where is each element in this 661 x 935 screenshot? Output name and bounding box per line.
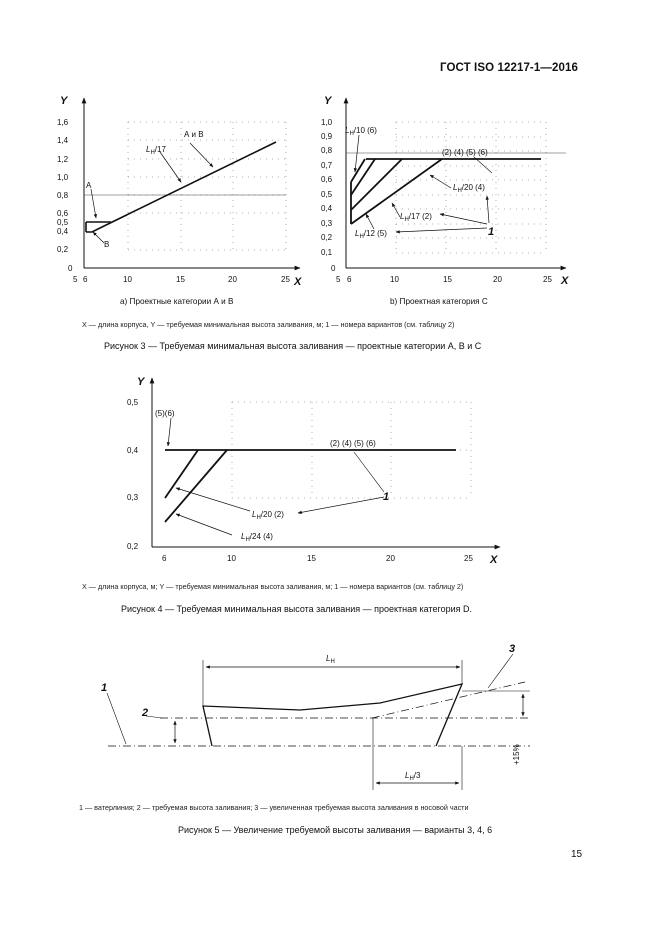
chart-d-x-ticks bbox=[162, 554, 473, 563]
y-tick: 0,9 bbox=[321, 132, 333, 141]
document-header: ГОСТ ISO 12217-1—2016 bbox=[440, 62, 578, 74]
x-tick: 20 bbox=[493, 275, 502, 284]
y-tick: 1,6 bbox=[57, 118, 69, 127]
x-tick: 10 bbox=[123, 275, 132, 284]
figure-3-legend: X — длина корпуса, Y — требуемая минимальная высота заливания, м; 1 — номера вариантов (см. таблицу 2) bbox=[82, 320, 455, 329]
x-tick: 20 bbox=[228, 275, 237, 284]
chart-a-y-ticks bbox=[57, 118, 73, 273]
y-tick: 0 bbox=[331, 264, 336, 273]
y-tick: 1,2 bbox=[57, 155, 69, 164]
x-tick: 25 bbox=[464, 554, 473, 563]
x-tick: 15 bbox=[443, 275, 452, 284]
x-tick: 10 bbox=[390, 275, 399, 284]
label-l17: $L_H/17$ (2) bbox=[400, 212, 432, 223]
label-lh3: $L_H/3$ bbox=[405, 771, 421, 782]
chart-a-y-label: Y bbox=[60, 95, 68, 107]
chart-d-y-label: Y bbox=[137, 376, 145, 388]
label-lh: $L_H$ bbox=[326, 654, 335, 665]
x-tick: 5 bbox=[336, 275, 341, 284]
chart-a-x-ticks bbox=[73, 275, 290, 284]
label-one: 1 bbox=[488, 226, 495, 238]
label-l10: $L_H/10$ (6) bbox=[345, 126, 377, 137]
label-ab: А и В bbox=[184, 130, 204, 139]
label-2: 2 bbox=[142, 707, 149, 719]
x-tick: 15 bbox=[307, 554, 316, 563]
label-pct: +15% bbox=[512, 744, 521, 765]
x-tick: 25 bbox=[281, 275, 290, 284]
y-tick: 0,4 bbox=[57, 227, 69, 236]
figure-3-caption: Рисунок 3 — Требуемая минимальная высота заливания — проектные категории А, В и С bbox=[104, 341, 482, 351]
figure-5-legend: 1 — ватерлиния; 2 — требуемая высота заливания; 3 — увеличенная требуемая высота заливания в носовой части bbox=[79, 803, 469, 812]
x-tick: 6 bbox=[347, 275, 352, 284]
x-tick: 6 bbox=[162, 554, 167, 563]
chart-a bbox=[57, 95, 302, 288]
x-tick: 20 bbox=[386, 554, 395, 563]
y-tick: 0 bbox=[68, 264, 73, 273]
y-tick: 0,1 bbox=[321, 248, 333, 257]
x-tick: 5 bbox=[73, 275, 78, 284]
y-tick: 0,4 bbox=[321, 204, 333, 213]
y-tick: 0,6 bbox=[321, 175, 333, 184]
y-tick: 0,2 bbox=[127, 542, 139, 551]
label-one: 1 bbox=[383, 491, 390, 503]
label-b: В bbox=[104, 240, 110, 249]
chart-b-y-ticks bbox=[321, 118, 336, 273]
chart-a-sublabel: a) Проектные категории А и В bbox=[120, 297, 234, 306]
chart-a-grid bbox=[128, 122, 286, 250]
y-tick: 1,0 bbox=[57, 173, 69, 182]
x-tick: 25 bbox=[543, 275, 552, 284]
y-tick: 0,4 bbox=[127, 446, 139, 455]
y-tick: 0,2 bbox=[321, 233, 333, 242]
y-tick: 0,7 bbox=[321, 161, 333, 170]
x-tick: 15 bbox=[176, 275, 185, 284]
chart-b-sublabel: b) Проектная категория С bbox=[390, 297, 488, 306]
label-l24: $L_H/24$ (4) bbox=[241, 532, 273, 543]
y-tick: 0,8 bbox=[321, 146, 333, 155]
label-l20: $L_H/20$ (4) bbox=[453, 183, 485, 194]
y-tick: 0,5 bbox=[127, 398, 139, 407]
label-l20: $L_H/20$ (2) bbox=[252, 510, 284, 521]
chart-b-x-label: X bbox=[561, 275, 569, 287]
chart-a-x-label: X bbox=[294, 276, 302, 288]
label-a: А bbox=[86, 181, 92, 190]
label-variants: (2) (4) (5) (6) bbox=[442, 148, 488, 157]
label-56: (5)(6) bbox=[155, 409, 175, 418]
figure-4-chart bbox=[127, 376, 500, 566]
chart-d-x-label: X bbox=[490, 554, 498, 566]
x-tick: 10 bbox=[227, 554, 236, 563]
figure-5-caption: Рисунок 5 — Увеличение требуемой высоты заливания — варианты 3, 4, 6 bbox=[178, 825, 493, 835]
chart-d-y-ticks bbox=[127, 398, 139, 551]
figure-4-caption: Рисунок 4 — Требуемая минимальная высота заливания — проектная категория D. bbox=[121, 604, 472, 614]
label-1: 1 bbox=[101, 682, 108, 694]
label-l12: $L_H/12$ (5) bbox=[355, 229, 387, 240]
label-3: 3 bbox=[509, 643, 516, 655]
page-number: 15 bbox=[571, 849, 583, 860]
hull-outline bbox=[203, 684, 462, 746]
chart-b-y-label: Y bbox=[324, 95, 332, 107]
y-tick: 0,2 bbox=[57, 245, 69, 254]
label-variants: (2) (4) (5) (6) bbox=[330, 439, 376, 448]
y-tick: 0,8 bbox=[57, 191, 69, 200]
label-lh17: $L_H/17$ bbox=[146, 145, 166, 156]
chart-b bbox=[321, 95, 569, 287]
y-tick: 0,3 bbox=[127, 493, 139, 502]
figure-5-diagram bbox=[101, 643, 530, 790]
x-tick: 6 bbox=[83, 275, 88, 284]
y-tick: 0,5 bbox=[57, 218, 69, 227]
y-tick: 1,4 bbox=[57, 136, 69, 145]
y-tick: 0,3 bbox=[321, 219, 333, 228]
chart-b-x-ticks bbox=[336, 275, 552, 284]
figure-4-legend: X — длина корпуса, м; Y — требуемая минимальная высота заливания, м; 1 — номера вариантов (см. таблицу 2) bbox=[82, 582, 464, 591]
y-tick: 1,0 bbox=[321, 118, 333, 127]
y-tick: 0,6 bbox=[57, 209, 69, 218]
y-tick: 0,5 bbox=[321, 190, 333, 199]
